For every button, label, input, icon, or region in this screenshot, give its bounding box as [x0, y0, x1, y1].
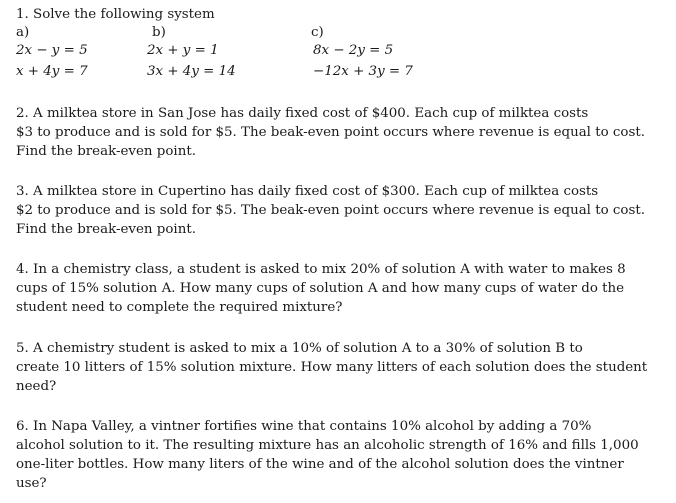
problem-1-title: 1. Solve the following system — [16, 7, 215, 22]
problem-4-line-3: student need to complete the required mixture? — [16, 300, 343, 315]
problem-5 — [16, 339, 656, 396]
part-b-equation-2: 3x + 4y = 14 — [147, 64, 236, 79]
problem-5-line-3: need? — [16, 379, 57, 394]
problem-2-line-1: 2. A milktea store in San Jose has daily fixed cost of $400. Each cup of milktea costs — [16, 106, 589, 121]
part-b-equation-1: 2x + y = 1 — [147, 43, 219, 58]
problem-6-line-4: use? — [16, 476, 47, 491]
problem-2 — [16, 104, 656, 161]
problem-5-line-1: 5. A chemistry student is asked to mix a 10% of solution A to a 30% of solution B to — [16, 341, 583, 356]
problem-4-line-2: cups of 15% solution A. How many cups of solution A and how many cups of water do the — [16, 281, 625, 296]
problem-3-line-2: $2 to produce and is sold for $5. The beak-even point occurs where revenue is equal to cost. — [16, 203, 645, 218]
problem-3-line-1: 3. A milktea store in Cupertino has daily fixed cost of $300. Each cup of milktea costs — [16, 184, 599, 199]
problem-5-line-2: create 10 litters of 15% solution mixture. How many litters of each solution does the student — [16, 360, 648, 375]
problem-3 — [16, 182, 656, 239]
problem-6-line-1: 6. In Napa Valley, a vintner fortifies wine that contains 10% alcohol by adding a 70% — [16, 419, 592, 434]
part-b-label: b) — [152, 25, 166, 40]
problem-6 — [16, 417, 656, 493]
problem-3-line-3: Find the break-even point. — [16, 222, 196, 237]
problem-4-line-1: 4. In a chemistry class, a student is asked to mix 20% of solution A with water to makes 8 — [16, 262, 626, 277]
problem-2-line-3: Find the break-even point. — [16, 144, 196, 159]
part-a-equation-1: 2x − y = 5 — [16, 43, 88, 58]
problem-6-line-3: one-liter bottles. How many liters of the wine and of the alcohol solution does the vintner — [16, 457, 624, 472]
part-c-equation-1: 8x − 2y = 5 — [313, 43, 394, 58]
problem-6-line-2: alcohol solution to it. The resulting mixture has an alcoholic strength of 16% and fills 1,000 — [16, 438, 639, 453]
part-c-label: c) — [311, 25, 324, 40]
problem-4 — [16, 260, 656, 317]
part-a-label: a) — [16, 25, 30, 40]
problem-2-line-2: $3 to produce and is sold for $5. The beak-even point occurs where revenue is equal to cost. — [16, 125, 645, 140]
part-c-equation-2: −12x + 3y = 7 — [313, 64, 413, 79]
part-a-equation-2: x + 4y = 7 — [16, 64, 88, 79]
